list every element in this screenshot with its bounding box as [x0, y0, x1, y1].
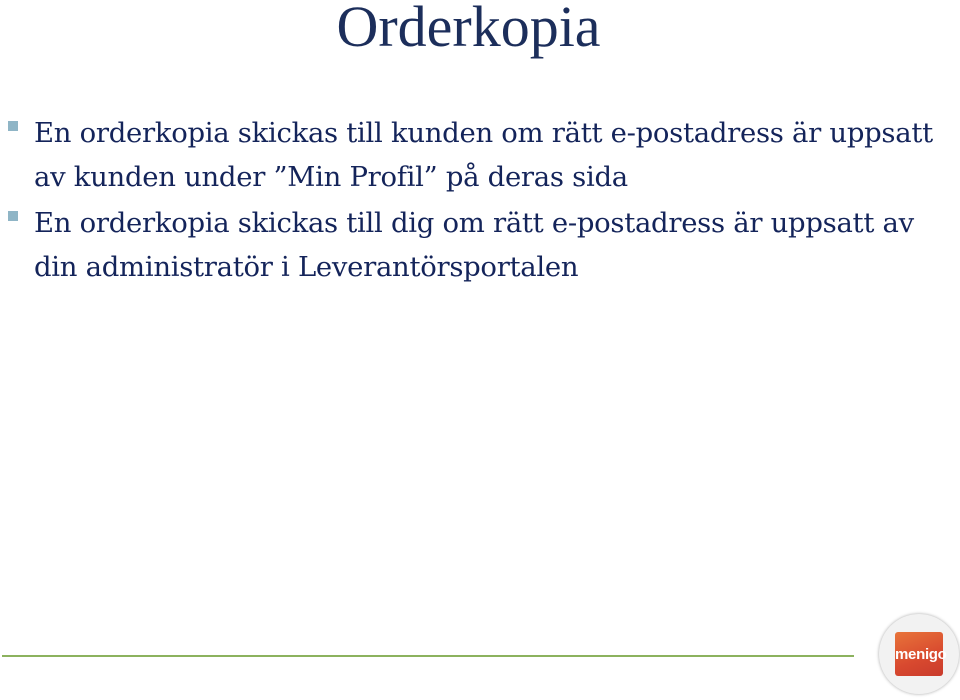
square-bullet-icon [8, 121, 18, 131]
logo-badge [895, 632, 947, 676]
bullet-item [8, 111, 948, 199]
bullet-text: En orderkopia skickas till kunden om rätt e-postadress är uppsatt av kunden under ”Min Profil” på deras sida [34, 117, 933, 193]
footer-divider [2, 655, 854, 657]
slide-title: Orderkopia [336, 0, 601, 59]
menigo-logo [879, 614, 959, 694]
square-bullet-icon [8, 211, 18, 221]
bullet-item [8, 201, 948, 289]
logo-text: menigo [895, 646, 947, 663]
bullet-list [8, 111, 948, 291]
bullet-text: En orderkopia skickas till dig om rätt e-postadress är uppsatt av din administratör i Leverantörsportalen [34, 207, 914, 283]
